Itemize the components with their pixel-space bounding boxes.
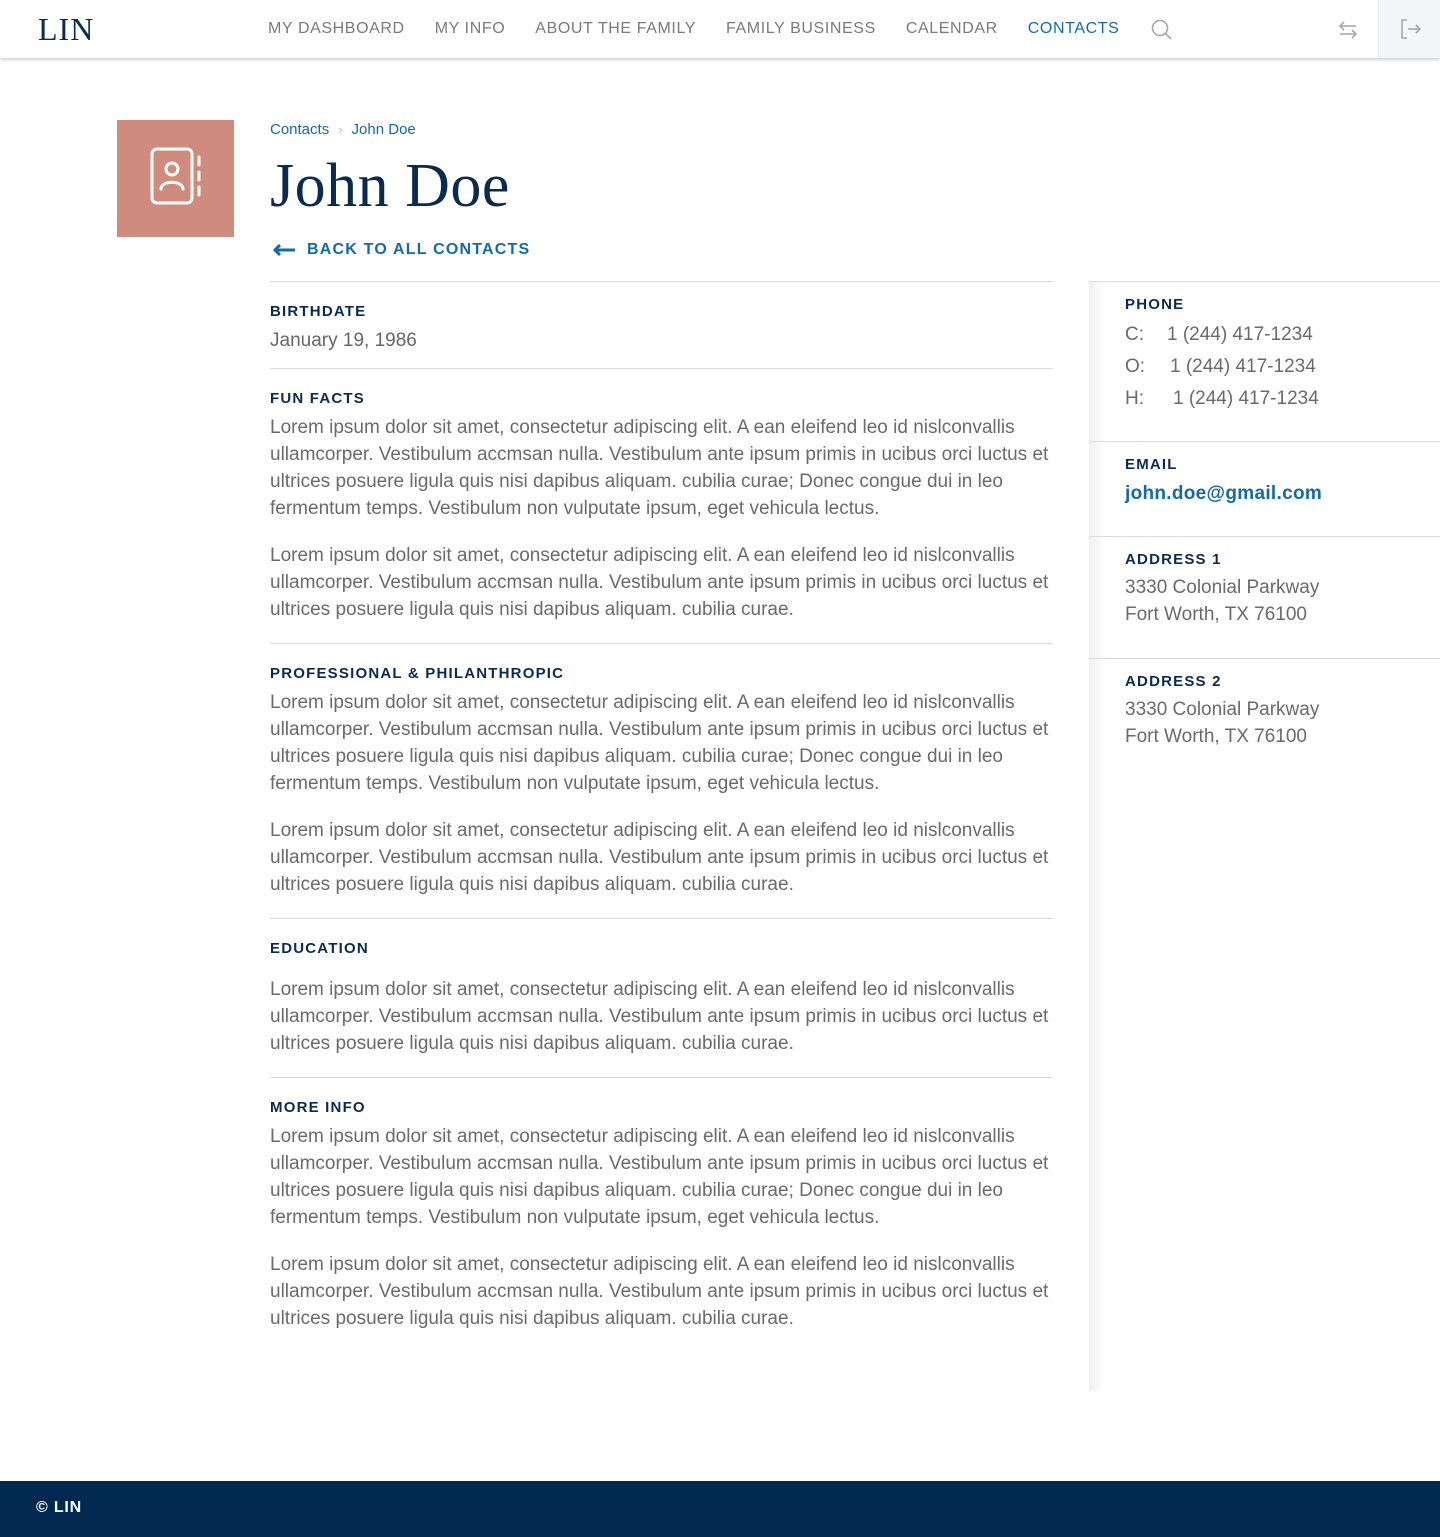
phone-number[interactable]: 1 (244) 417-1234 bbox=[1170, 356, 1316, 377]
address-line: 3330 Colonial Parkway bbox=[1125, 699, 1320, 720]
logout-icon bbox=[1399, 18, 1423, 40]
footer bbox=[0, 1481, 1440, 1537]
nav-my-dashboard[interactable]: MY DASHBOARD bbox=[268, 20, 405, 37]
contact-info-panel bbox=[1089, 281, 1440, 1391]
paragraph: Lorem ipsum dolor sit amet, consectetur adipiscing elit. A ean eleifend leo id nislconvallis ullamcorper. Vestibulum accmsan nulla. Vestibulum ante ipsum primis in ucibus orci luctus et ultrices posuere ligula quis nisi dapibus aliquam. cubilia curae. bbox=[270, 979, 1049, 1054]
phone-section bbox=[1089, 281, 1440, 441]
phone-number[interactable]: 1 (244) 417-1234 bbox=[1173, 388, 1319, 409]
search-icon[interactable] bbox=[1150, 18, 1174, 42]
nav-my-info[interactable]: MY INFO bbox=[434, 20, 506, 37]
section-label: PROFESSIONAL & PHILANTHROPIC bbox=[270, 665, 565, 682]
section-label: BIRTHDATE bbox=[270, 303, 367, 320]
contact-details bbox=[270, 281, 1053, 1352]
birthdate-section bbox=[270, 281, 1053, 368]
section-label: MORE INFO bbox=[270, 1099, 366, 1116]
logo[interactable]: LIN bbox=[38, 11, 95, 47]
contact-avatar-tile bbox=[117, 120, 234, 237]
logout-button[interactable] bbox=[1378, 0, 1440, 58]
address-line: Fort Worth, TX 76100 bbox=[1125, 604, 1307, 625]
address-1-section bbox=[1089, 536, 1440, 658]
section-label: EDUCATION bbox=[270, 940, 369, 957]
nav-about-the-family[interactable]: ABOUT THE FAMILY bbox=[535, 20, 697, 37]
section-label: EMAIL bbox=[1125, 456, 1178, 473]
paragraph: Lorem ipsum dolor sit amet, consectetur adipiscing elit. A ean eleifend leo id nislconvallis ullamcorper. Vestibulum accmsan nulla. Vestibulum ante ipsum primis in ucibus orci luctus et ultrices posuere ligula quis nisi dapibus aliquam. cubilia curae. bbox=[270, 1254, 1049, 1329]
top-navigation-bar bbox=[0, 0, 1440, 58]
phone-row-home bbox=[1125, 383, 1440, 415]
paragraph: Lorem ipsum dolor sit amet, consectetur adipiscing elit. A ean eleifend leo id nislconvallis ullamcorper. Vestibulum accmsan nulla. Vestibulum ante ipsum primis in ucibus orci luctus et ultrices posuere ligula quis nisi dapibus aliquam. cubilia curae; Donec congue dui in leo fermentum temps. Vestibulum non vulputate ipsum, eget vehicula lectus. bbox=[270, 692, 1049, 794]
section-label: PHONE bbox=[1125, 296, 1185, 313]
breadcrumb-separator: › bbox=[338, 122, 343, 137]
nav-contacts[interactable]: CONTACTS bbox=[1027, 20, 1120, 37]
address-line: Fort Worth, TX 76100 bbox=[1125, 726, 1307, 747]
paragraph: Lorem ipsum dolor sit amet, consectetur adipiscing elit. A ean eleifend leo id nislconvallis ullamcorper. Vestibulum accmsan nulla. Vestibulum ante ipsum primis in ucibus orci luctus et ultrices posuere ligula quis nisi dapibus aliquam. cubilia curae. bbox=[270, 545, 1049, 620]
phone-number[interactable]: 1 (244) 417-1234 bbox=[1167, 324, 1313, 345]
section-label: ADDRESS 2 bbox=[1125, 673, 1222, 690]
section-label: FUN FACTS bbox=[270, 390, 365, 407]
nav-family-business[interactable]: FAMILY BUSINESS bbox=[726, 20, 876, 37]
arrow-left-icon bbox=[273, 244, 295, 256]
birthdate-value: January 19, 1986 bbox=[270, 330, 417, 351]
contact-book-icon bbox=[148, 145, 204, 212]
address-2-section bbox=[1089, 658, 1440, 780]
back-to-contacts-link[interactable] bbox=[273, 240, 530, 260]
address-line: 3330 Colonial Parkway bbox=[1125, 577, 1320, 598]
main-nav bbox=[268, 0, 1149, 58]
phone-type: C: bbox=[1125, 324, 1144, 345]
breadcrumb-contacts[interactable]: Contacts bbox=[270, 121, 330, 138]
phone-row-office bbox=[1125, 351, 1440, 383]
education-section bbox=[270, 918, 1053, 1077]
paragraph: Lorem ipsum dolor sit amet, consectetur adipiscing elit. A ean eleifend leo id nislconvallis ullamcorper. Vestibulum accmsan nulla. Vestibulum ante ipsum primis in ucibus orci luctus et ultrices posuere ligula quis nisi dapibus aliquam. cubilia curae; Donec congue dui in leo fermentum temps. Vestibulum non vulputate ipsum, eget vehicula lectus. bbox=[270, 1126, 1049, 1228]
footer-copyright: © LIN bbox=[36, 1499, 83, 1516]
phone-type: O: bbox=[1125, 356, 1146, 377]
email-link[interactable]: john.doe@gmail.com bbox=[1125, 483, 1323, 504]
fun-facts-section bbox=[270, 368, 1053, 643]
professional-philanthropic-section bbox=[270, 643, 1053, 918]
phone-row-cell bbox=[1125, 319, 1440, 351]
nav-calendar[interactable]: CALENDAR bbox=[905, 20, 998, 37]
email-section bbox=[1089, 441, 1440, 536]
breadcrumb-current[interactable]: John Doe bbox=[351, 121, 416, 138]
page-title: John Doe bbox=[270, 152, 510, 220]
breadcrumb bbox=[270, 121, 416, 138]
phone-type: H: bbox=[1125, 388, 1144, 409]
switch-arrows-icon[interactable] bbox=[1336, 19, 1360, 41]
paragraph: Lorem ipsum dolor sit amet, consectetur adipiscing elit. A ean eleifend leo id nislconvallis ullamcorper. Vestibulum accmsan nulla. Vestibulum ante ipsum primis in ucibus orci luctus et ultrices posuere ligula quis nisi dapibus aliquam. cubilia curae; Donec congue dui in leo fermentum temps. Vestibulum non vulputate ipsum, eget vehicula lectus. bbox=[270, 417, 1049, 519]
back-link-label: BACK TO ALL CONTACTS bbox=[307, 241, 531, 258]
more-info-section bbox=[270, 1077, 1053, 1352]
paragraph: Lorem ipsum dolor sit amet, consectetur adipiscing elit. A ean eleifend leo id nislconvallis ullamcorper. Vestibulum accmsan nulla. Vestibulum ante ipsum primis in ucibus orci luctus et ultrices posuere ligula quis nisi dapibus aliquam. cubilia curae. bbox=[270, 820, 1049, 895]
section-label: ADDRESS 1 bbox=[1125, 551, 1222, 568]
